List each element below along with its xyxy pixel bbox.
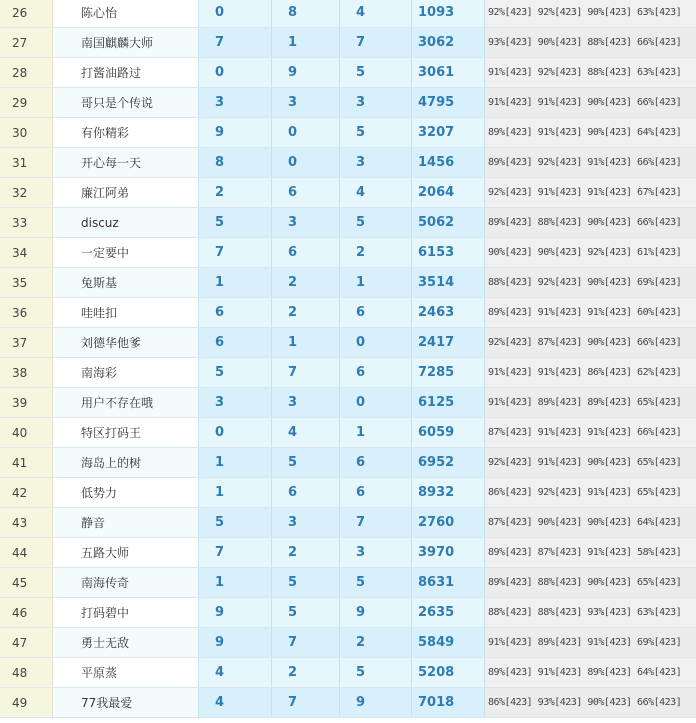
stats-percentages: 89%[423] 91%[423] 90%[423] 64%[423] (485, 118, 696, 147)
digit-b: 2 (272, 268, 340, 297)
row-index: 28 (0, 58, 53, 87)
digit-a: 7 (199, 238, 272, 267)
table-row (0, 88, 696, 118)
stats-percentages: 91%[423] 91%[423] 90%[423] 66%[423] (485, 88, 696, 117)
stats-percentages: 87%[423] 90%[423] 90%[423] 64%[423] (485, 508, 696, 537)
table-row (0, 508, 696, 538)
stats-percentages: 89%[423] 88%[423] 90%[423] 65%[423] (485, 568, 696, 597)
total-number: 6153 (412, 238, 485, 267)
digit-c: 3 (340, 538, 412, 567)
stats-percentages: 91%[423] 91%[423] 86%[423] 62%[423] (485, 358, 696, 387)
total-number: 7285 (412, 358, 485, 387)
digit-b: 6 (272, 238, 340, 267)
stats-percentages: 86%[423] 93%[423] 90%[423] 66%[423] (485, 688, 696, 717)
row-index: 42 (0, 478, 53, 507)
stats-percentages: 91%[423] 89%[423] 89%[423] 65%[423] (485, 388, 696, 417)
digit-c: 1 (340, 268, 412, 297)
user-name[interactable]: 特区打码王 (53, 418, 199, 447)
digit-a: 8 (199, 148, 272, 177)
total-number: 4795 (412, 88, 485, 117)
user-name[interactable]: 勇士无敌 (53, 628, 199, 657)
digit-c: 3 (340, 88, 412, 117)
digit-c: 9 (340, 598, 412, 627)
total-number: 5849 (412, 628, 485, 657)
table-row (0, 58, 696, 88)
digit-c: 7 (340, 28, 412, 57)
user-name[interactable]: 有你精彩 (53, 118, 199, 147)
user-name[interactable]: 五路大师 (53, 538, 199, 567)
digit-c: 9 (340, 688, 412, 717)
digit-a: 4 (199, 688, 272, 717)
digit-b: 4 (272, 418, 340, 447)
table-row (0, 0, 696, 28)
user-name[interactable]: 用户不存在哦 (53, 388, 199, 417)
digit-b: 3 (272, 388, 340, 417)
total-number: 2760 (412, 508, 485, 537)
total-number: 3207 (412, 118, 485, 147)
digit-b: 2 (272, 538, 340, 567)
row-index: 40 (0, 418, 53, 447)
row-index: 33 (0, 208, 53, 237)
digit-c: 6 (340, 298, 412, 327)
stats-percentages: 89%[423] 87%[423] 91%[423] 58%[423] (485, 538, 696, 567)
digit-b: 0 (272, 148, 340, 177)
table-row (0, 388, 696, 418)
digit-a: 0 (199, 418, 272, 447)
digit-a: 5 (199, 508, 272, 537)
stats-percentages: 88%[423] 88%[423] 93%[423] 63%[423] (485, 598, 696, 627)
row-index: 45 (0, 568, 53, 597)
digit-c: 6 (340, 478, 412, 507)
table-row (0, 478, 696, 508)
digit-b: 0 (272, 118, 340, 147)
table-row (0, 268, 696, 298)
digit-b: 3 (272, 88, 340, 117)
user-name[interactable]: 77我最爱 (53, 688, 199, 717)
total-number: 8631 (412, 568, 485, 597)
row-index: 43 (0, 508, 53, 537)
total-number: 3062 (412, 28, 485, 57)
stats-percentages: 89%[423] 92%[423] 91%[423] 66%[423] (485, 148, 696, 177)
digit-b: 2 (272, 658, 340, 687)
table-row (0, 658, 696, 688)
table-row (0, 568, 696, 598)
digit-a: 2 (199, 178, 272, 207)
table-row (0, 598, 696, 628)
stats-percentages: 89%[423] 91%[423] 91%[423] 60%[423] (485, 298, 696, 327)
digit-a: 5 (199, 358, 272, 387)
digit-c: 5 (340, 208, 412, 237)
digit-a: 9 (199, 598, 272, 627)
row-index: 49 (0, 688, 53, 717)
user-name[interactable]: 兔斯基 (53, 268, 199, 297)
row-index: 44 (0, 538, 53, 567)
total-number: 1456 (412, 148, 485, 177)
table-row (0, 628, 696, 658)
row-index: 47 (0, 628, 53, 657)
stats-percentages: 89%[423] 88%[423] 90%[423] 66%[423] (485, 208, 696, 237)
user-name[interactable]: 南国麒麟大师 (53, 28, 199, 57)
stats-percentages: 91%[423] 89%[423] 91%[423] 69%[423] (485, 628, 696, 657)
digit-a: 6 (199, 328, 272, 357)
row-index: 27 (0, 28, 53, 57)
stats-percentages: 88%[423] 92%[423] 90%[423] 69%[423] (485, 268, 696, 297)
digit-c: 6 (340, 358, 412, 387)
row-index: 37 (0, 328, 53, 357)
user-name[interactable]: 低势力 (53, 478, 199, 507)
user-name[interactable]: 南海传奇 (53, 568, 199, 597)
total-number: 2064 (412, 178, 485, 207)
digit-a: 4 (199, 658, 272, 687)
user-name[interactable]: 陈心怡 (53, 0, 199, 27)
user-name[interactable]: 静音 (53, 508, 199, 537)
digit-b: 6 (272, 178, 340, 207)
user-name[interactable]: 打酱油路过 (53, 58, 199, 87)
digit-a: 3 (199, 388, 272, 417)
total-number: 6059 (412, 418, 485, 447)
total-number: 7018 (412, 688, 485, 717)
stats-percentages: 92%[423] 92%[423] 90%[423] 63%[423] (485, 0, 696, 27)
digit-a: 7 (199, 28, 272, 57)
table-row (0, 28, 696, 58)
row-index: 35 (0, 268, 53, 297)
digit-c: 3 (340, 148, 412, 177)
table-row (0, 178, 696, 208)
digit-a: 5 (199, 208, 272, 237)
digit-c: 1 (340, 418, 412, 447)
user-name[interactable]: 平原蒸 (53, 658, 199, 687)
stats-percentages: 93%[423] 90%[423] 88%[423] 66%[423] (485, 28, 696, 57)
stats-percentages: 90%[423] 90%[423] 92%[423] 61%[423] (485, 238, 696, 267)
stats-percentages: 92%[423] 91%[423] 91%[423] 67%[423] (485, 178, 696, 207)
digit-b: 2 (272, 298, 340, 327)
user-name[interactable]: 哥只是个传说 (53, 88, 199, 117)
total-number: 3514 (412, 268, 485, 297)
digit-c: 7 (340, 508, 412, 537)
digit-c: 0 (340, 388, 412, 417)
digit-a: 9 (199, 118, 272, 147)
row-index: 31 (0, 148, 53, 177)
user-name[interactable]: 打码碧中 (53, 598, 199, 627)
digit-a: 9 (199, 628, 272, 657)
user-name[interactable]: 廉江阿弟 (53, 178, 199, 207)
digit-a: 1 (199, 268, 272, 297)
table-row (0, 538, 696, 568)
total-number: 2635 (412, 598, 485, 627)
digit-a: 3 (199, 88, 272, 117)
digit-b: 5 (272, 448, 340, 477)
row-index: 38 (0, 358, 53, 387)
row-index: 36 (0, 298, 53, 327)
digit-b: 6 (272, 478, 340, 507)
digit-c: 0 (340, 328, 412, 357)
digit-a: 6 (199, 298, 272, 327)
total-number: 5062 (412, 208, 485, 237)
total-number: 3970 (412, 538, 485, 567)
digit-a: 1 (199, 478, 272, 507)
stats-percentages: 89%[423] 91%[423] 89%[423] 64%[423] (485, 658, 696, 687)
user-name[interactable]: discuz (53, 208, 199, 237)
digit-c: 5 (340, 658, 412, 687)
user-name[interactable]: 哇哇扣 (53, 298, 199, 327)
row-index: 41 (0, 448, 53, 477)
table-row (0, 688, 696, 718)
digit-a: 1 (199, 448, 272, 477)
row-index: 32 (0, 178, 53, 207)
digit-c: 4 (340, 178, 412, 207)
stats-percentages: 86%[423] 92%[423] 91%[423] 65%[423] (485, 478, 696, 507)
digit-c: 5 (340, 118, 412, 147)
user-name[interactable]: 开心每一天 (53, 148, 199, 177)
user-name[interactable]: 海岛上的树 (53, 448, 199, 477)
digit-c: 5 (340, 58, 412, 87)
digit-a: 0 (199, 58, 272, 87)
digit-a: 0 (199, 0, 272, 27)
row-index: 29 (0, 88, 53, 117)
total-number: 6125 (412, 388, 485, 417)
digit-c: 2 (340, 628, 412, 657)
digit-b: 5 (272, 598, 340, 627)
stats-percentages: 91%[423] 92%[423] 88%[423] 63%[423] (485, 58, 696, 87)
digit-b: 3 (272, 508, 340, 537)
user-name[interactable]: 一定要中 (53, 238, 199, 267)
total-number: 2463 (412, 298, 485, 327)
digit-a: 1 (199, 568, 272, 597)
stats-percentages: 92%[423] 87%[423] 90%[423] 66%[423] (485, 328, 696, 357)
digit-b: 9 (272, 58, 340, 87)
table-row (0, 118, 696, 148)
row-index: 46 (0, 598, 53, 627)
stats-percentages: 87%[423] 91%[423] 91%[423] 66%[423] (485, 418, 696, 447)
digit-a: 7 (199, 538, 272, 567)
total-number: 8932 (412, 478, 485, 507)
table-row (0, 448, 696, 478)
table-row (0, 148, 696, 178)
user-name[interactable]: 刘德华他爹 (53, 328, 199, 357)
digit-b: 7 (272, 628, 340, 657)
total-number: 5208 (412, 658, 485, 687)
table-row (0, 328, 696, 358)
digit-b: 7 (272, 358, 340, 387)
digit-b: 1 (272, 328, 340, 357)
stats-percentages: 92%[423] 91%[423] 90%[423] 65%[423] (485, 448, 696, 477)
digit-c: 6 (340, 448, 412, 477)
digit-c: 4 (340, 0, 412, 27)
row-index: 30 (0, 118, 53, 147)
total-number: 1093 (412, 0, 485, 27)
digit-c: 2 (340, 238, 412, 267)
user-name[interactable]: 南海彩 (53, 358, 199, 387)
digit-b: 1 (272, 28, 340, 57)
total-number: 2417 (412, 328, 485, 357)
table-row (0, 358, 696, 388)
table-row (0, 238, 696, 268)
digit-b: 5 (272, 568, 340, 597)
table-row (0, 208, 696, 238)
table-row (0, 418, 696, 448)
total-number: 6952 (412, 448, 485, 477)
row-index: 34 (0, 238, 53, 267)
digit-b: 3 (272, 208, 340, 237)
row-index: 26 (0, 0, 53, 27)
digit-b: 7 (272, 688, 340, 717)
row-index: 39 (0, 388, 53, 417)
digit-c: 5 (340, 568, 412, 597)
row-index: 48 (0, 658, 53, 687)
table-row (0, 298, 696, 328)
total-number: 3061 (412, 58, 485, 87)
digit-b: 8 (272, 0, 340, 27)
